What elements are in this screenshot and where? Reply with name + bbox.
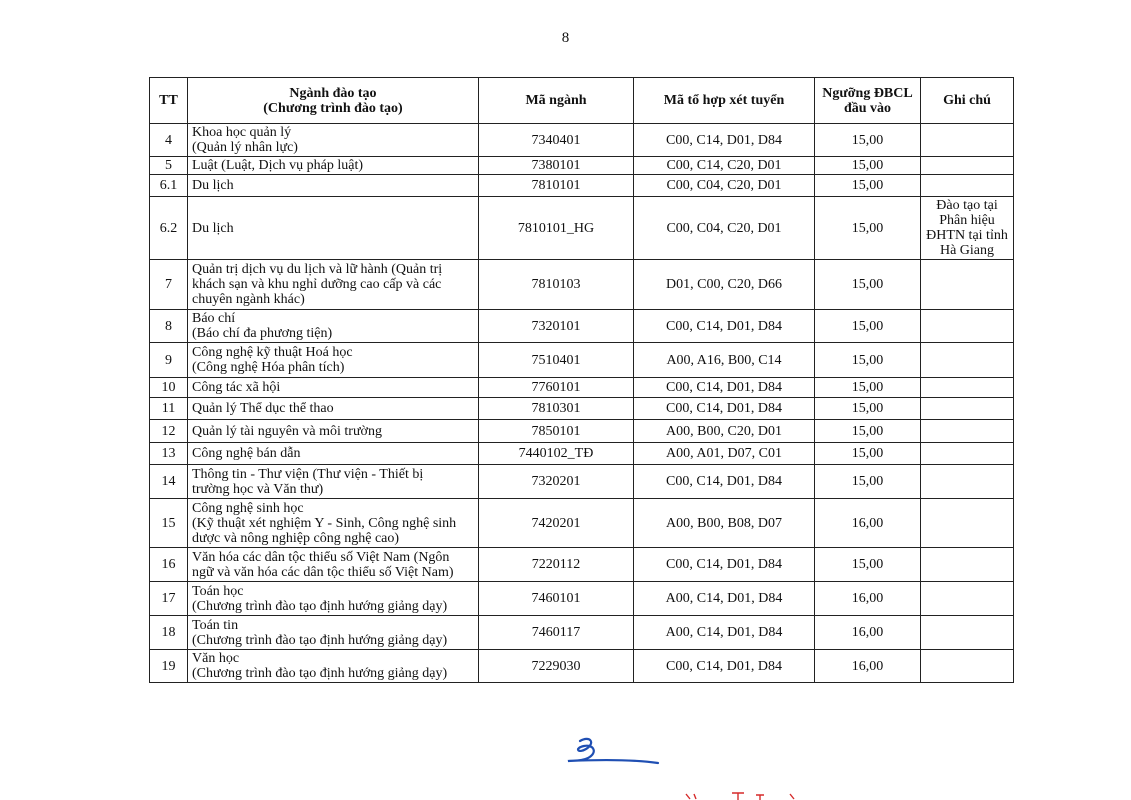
program-name-line: Du lịch <box>192 178 234 193</box>
note <box>921 499 1014 548</box>
program-name-line: Quản lý Thể dục thể thao <box>192 401 334 416</box>
program-code: 7440102_TĐ <box>479 443 634 465</box>
program-name <box>188 157 479 175</box>
program-code: 7420201 <box>479 499 634 548</box>
program-name-line: trường học và Văn thư) <box>192 481 324 497</box>
note <box>921 616 1014 650</box>
program-name <box>188 650 479 683</box>
note <box>921 124 1014 157</box>
row-number: 19 <box>150 650 188 683</box>
program-code: 7760101 <box>479 378 634 398</box>
subject-combination: A00, B00, C20, D01 <box>634 420 815 443</box>
program-name-line: Văn hóa các dân tộc thiểu số Việt Nam (Ngôn <box>192 549 450 565</box>
program-name-line: Văn học <box>192 651 240 666</box>
table-row <box>150 175 1014 197</box>
program-name-line: Luật (Luật, Dịch vụ pháp luật) <box>192 158 364 173</box>
page-number: 8 <box>561 30 570 46</box>
row-number: 5 <box>150 157 188 175</box>
program-name-line: Công nghệ bán dẫn <box>192 446 301 461</box>
program-name <box>188 343 479 378</box>
threshold-score: 15,00 <box>815 548 921 582</box>
program-name-line: Công nghệ sinh học <box>192 500 304 516</box>
table-row <box>150 443 1014 465</box>
subject-combination: A00, A01, D07, C01 <box>634 443 815 465</box>
program-code: 7810101 <box>479 175 634 197</box>
program-name <box>188 420 479 443</box>
note <box>921 197 1014 260</box>
subject-combination: A00, A16, B00, C14 <box>634 343 815 378</box>
table-row <box>150 548 1014 582</box>
program-name-line: khách sạn và khu nghỉ dưỡng cao cấp và các <box>192 277 442 292</box>
program-name <box>188 616 479 650</box>
table-row <box>150 260 1014 310</box>
note <box>921 260 1014 310</box>
threshold-score: 15,00 <box>815 260 921 310</box>
threshold-score: 15,00 <box>815 124 921 157</box>
table-row <box>150 310 1014 343</box>
note-line: ĐHTN tại tỉnh <box>926 228 1008 243</box>
subject-combination: C00, C14, D01, D84 <box>634 398 815 420</box>
program-name-line: (Chương trình đào tạo định hướng giảng dạy) <box>192 598 448 614</box>
row-number: 13 <box>150 443 188 465</box>
threshold-score: 15,00 <box>815 420 921 443</box>
threshold-score: 15,00 <box>815 398 921 420</box>
header-threshold <box>815 78 921 124</box>
program-name <box>188 443 479 465</box>
table-body <box>150 124 1014 683</box>
subject-combination: A00, C14, D01, D84 <box>634 582 815 616</box>
subject-combination: A00, B00, B08, D07 <box>634 499 815 548</box>
program-code: 7340401 <box>479 124 634 157</box>
program-name <box>188 582 479 616</box>
program-code: 7810103 <box>479 260 634 310</box>
program-name-line: (Báo chí đa phương tiện) <box>192 326 333 341</box>
subject-combination: C00, C14, D01, D84 <box>634 378 815 398</box>
row-number: 11 <box>150 398 188 420</box>
table-row <box>150 124 1014 157</box>
table-header <box>150 78 1014 124</box>
program-name <box>188 398 479 420</box>
header-row <box>150 78 1014 124</box>
note <box>921 343 1014 378</box>
row-number: 18 <box>150 616 188 650</box>
table-row <box>150 378 1014 398</box>
note <box>921 443 1014 465</box>
program-name <box>188 260 479 310</box>
program-name-line: Công tác xã hội <box>192 380 281 395</box>
threshold-score: 16,00 <box>815 650 921 683</box>
row-number: 15 <box>150 499 188 548</box>
threshold-score: 16,00 <box>815 582 921 616</box>
header-tt: TT <box>150 78 188 124</box>
table-row <box>150 582 1014 616</box>
row-number: 6.1 <box>150 175 188 197</box>
program-name <box>188 499 479 548</box>
program-name-line: (Công nghệ Hóa phân tích) <box>192 360 345 375</box>
threshold-score: 15,00 <box>815 157 921 175</box>
header-threshold-line2: đầu vào <box>843 100 892 116</box>
header-program <box>188 78 479 124</box>
subject-combination: C00, C14, D01, D84 <box>634 465 815 499</box>
program-name-line: Thông tin - Thư viện (Thư viện - Thiết bị <box>192 466 424 482</box>
row-number: 7 <box>150 260 188 310</box>
program-name <box>188 465 479 499</box>
note <box>921 548 1014 582</box>
row-number: 14 <box>150 465 188 499</box>
subject-combination: C00, C14, D01, D84 <box>634 548 815 582</box>
program-name-line: (Chương trình đào tạo định hướng giảng dạy) <box>192 632 448 648</box>
note <box>921 582 1014 616</box>
note <box>921 310 1014 343</box>
header-program-title: Ngành đào tạo <box>289 85 377 101</box>
program-code: 7229030 <box>479 650 634 683</box>
program-name <box>188 548 479 582</box>
program-code: 7380101 <box>479 157 634 175</box>
note <box>921 465 1014 499</box>
note <box>921 420 1014 443</box>
row-number: 9 <box>150 343 188 378</box>
threshold-score: 15,00 <box>815 197 921 260</box>
table-row <box>150 343 1014 378</box>
row-number: 6.2 <box>150 197 188 260</box>
subject-combination: C00, C04, C20, D01 <box>634 175 815 197</box>
table-row <box>150 398 1014 420</box>
program-code: 7460101 <box>479 582 634 616</box>
row-number: 10 <box>150 378 188 398</box>
note-line: Đào tạo tại <box>936 198 998 213</box>
program-name-line: Quản lý tài nguyên và môi trường <box>192 423 382 439</box>
program-name <box>188 175 479 197</box>
row-number: 17 <box>150 582 188 616</box>
header-threshold-line1: Ngưỡng ĐBCL <box>822 85 913 101</box>
table-row <box>150 650 1014 683</box>
program-name-line: chuyên ngành khác) <box>192 292 305 307</box>
note-line: Hà Giang <box>939 243 995 258</box>
program-name-line: Du lịch <box>192 220 234 236</box>
subject-combination: A00, C14, D01, D84 <box>634 616 815 650</box>
note <box>921 398 1014 420</box>
threshold-score: 15,00 <box>815 175 921 197</box>
program-code: 7850101 <box>479 420 634 443</box>
threshold-score: 15,00 <box>815 443 921 465</box>
program-name-line: dược và nông nghiệp công nghệ cao) <box>192 530 400 546</box>
program-code: 7220112 <box>479 548 634 582</box>
table-row <box>150 465 1014 499</box>
program-code: 7460117 <box>479 616 634 650</box>
note <box>921 650 1014 683</box>
program-name-line: Toán tin <box>192 617 239 633</box>
subject-combination: C00, C14, D01, D84 <box>634 124 815 157</box>
subject-combination: C00, C14, D01, D84 <box>634 310 815 343</box>
program-name <box>188 124 479 157</box>
subject-combination: D01, C00, C20, D66 <box>634 260 815 310</box>
subject-combination: C00, C14, C20, D01 <box>634 157 815 175</box>
stamp-edge-mark <box>680 792 830 800</box>
program-code: 7810301 <box>479 398 634 420</box>
row-number: 8 <box>150 310 188 343</box>
signature-mark <box>560 733 670 773</box>
threshold-score: 15,00 <box>815 310 921 343</box>
threshold-score: 15,00 <box>815 465 921 499</box>
threshold-score: 15,00 <box>815 378 921 398</box>
program-name-line: Quản trị dịch vụ du lịch và lữ hành (Quản trị <box>192 262 443 277</box>
program-name-line: Toán học <box>192 583 244 599</box>
subject-combination: C00, C14, D01, D84 <box>634 650 815 683</box>
header-combo: Mã tổ hợp xét tuyển <box>634 78 815 124</box>
program-code: 7320101 <box>479 310 634 343</box>
table-row <box>150 616 1014 650</box>
table-row <box>150 420 1014 443</box>
program-name-line: ngữ và văn hóa các dân tộc thiểu số Việt Nam) <box>192 564 454 580</box>
program-name-line: (Quản lý nhân lực) <box>192 140 298 155</box>
program-name <box>188 378 479 398</box>
program-name <box>188 197 479 260</box>
program-name-line: (Chương trình đào tạo định hướng giảng dạy) <box>192 666 448 681</box>
program-name <box>188 310 479 343</box>
note <box>921 378 1014 398</box>
program-name-line: Báo chí <box>192 311 236 326</box>
program-code: 7510401 <box>479 343 634 378</box>
header-note: Ghi chú <box>921 78 1014 124</box>
program-name-line: Công nghệ kỹ thuật Hoá học <box>192 345 353 360</box>
threshold-score: 15,00 <box>815 343 921 378</box>
header-code: Mã ngành <box>479 78 634 124</box>
note <box>921 175 1014 197</box>
table-row <box>150 197 1014 260</box>
threshold-score: 16,00 <box>815 616 921 650</box>
program-name-line: Khoa học quản lý <box>192 125 292 140</box>
header-program-subtitle: (Chương trình đào tạo) <box>263 100 403 116</box>
program-name-line: (Kỹ thuật xét nghiệm Y - Sinh, Công nghệ sinh <box>192 515 457 531</box>
note-line: Phân hiệu <box>939 213 995 228</box>
table-row <box>150 157 1014 175</box>
admission-threshold-table <box>149 77 1014 683</box>
program-code: 7810101_HG <box>479 197 634 260</box>
table-row <box>150 499 1014 548</box>
row-number: 4 <box>150 124 188 157</box>
subject-combination: C00, C04, C20, D01 <box>634 197 815 260</box>
row-number: 12 <box>150 420 188 443</box>
row-number: 16 <box>150 548 188 582</box>
threshold-score: 16,00 <box>815 499 921 548</box>
program-code: 7320201 <box>479 465 634 499</box>
note <box>921 157 1014 175</box>
